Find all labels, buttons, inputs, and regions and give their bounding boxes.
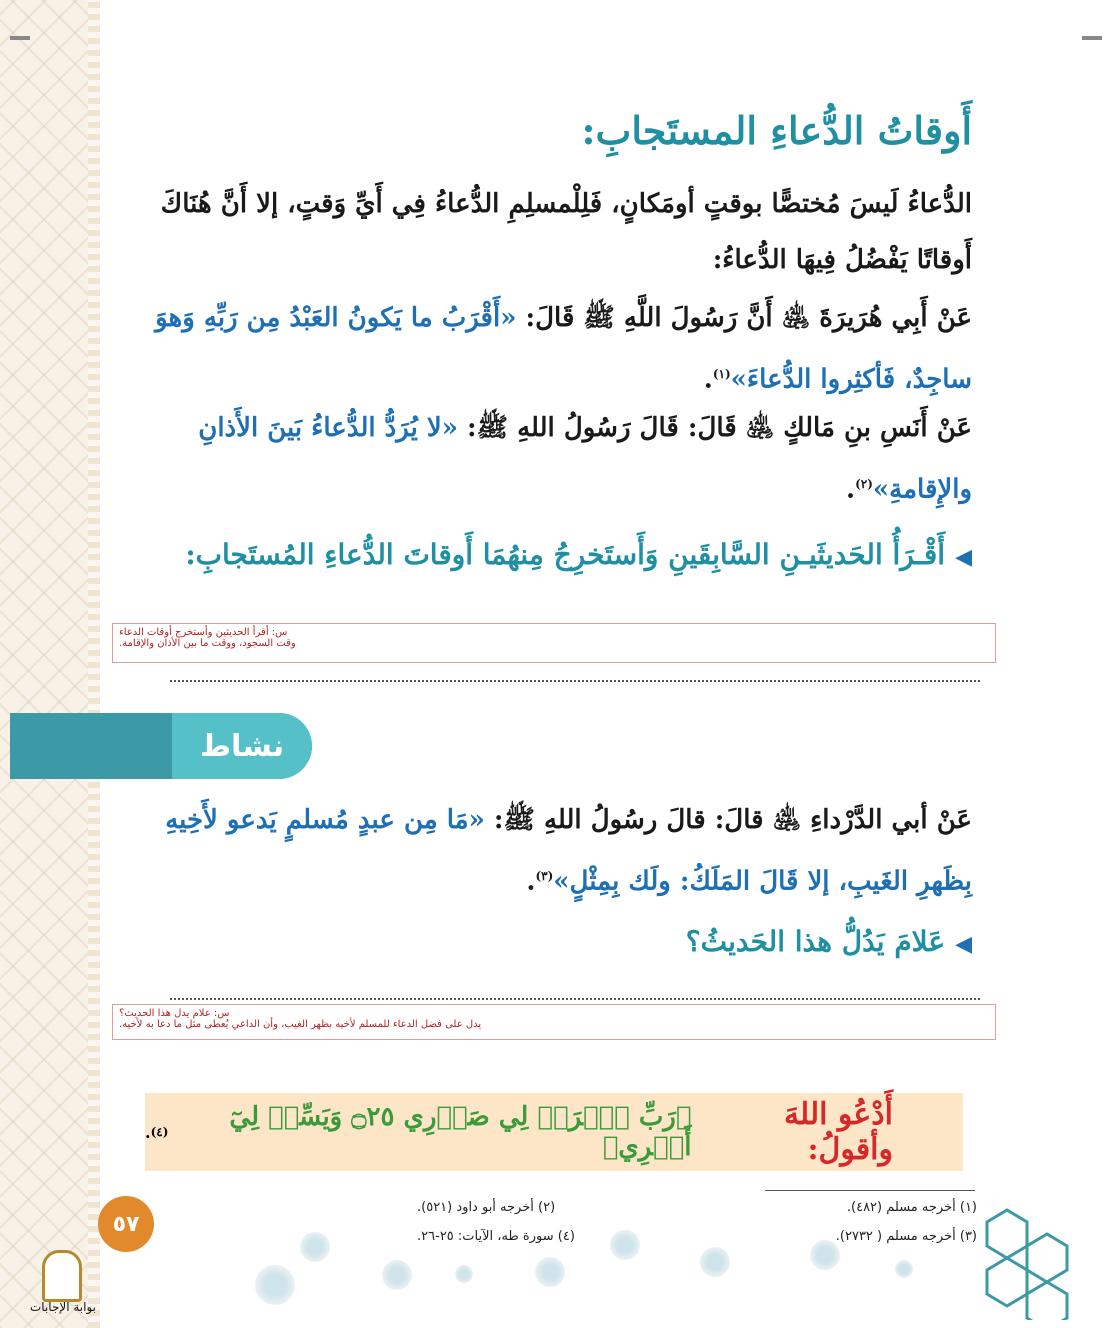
hadith-2: عَنْ أَنَسِ بنِ مَالكٍ ﵁ قَالَ: قَالَ رَسُولُ اللهِ ﷺ: «لا يُرَدُّ الدُّعاءُ بَينَ الأَذانِ والإِقامةِ»$^{(٢)}$. — [198, 413, 972, 505]
activity-banner — [10, 713, 312, 779]
decorative-border — [0, 0, 88, 1328]
hadith-3-text: «مَا مِن عبدٍ مُسلمٍ يَدعو لأَخِيهِ بِظَهرِ الغَيبِ، إلا قَالَ المَلَكُ: ولَك بِمِثْلٍ» — [165, 805, 972, 897]
footnote-3: (٣) أخرجه مسلم ( ٢٧٣٢). — [835, 1229, 977, 1244]
watermark-text: بوابة الإجابات — [30, 1300, 97, 1314]
footnote-4: (٤) سورة طه، الآيات: ٢٥-٢٦. — [417, 1229, 575, 1244]
activity-label: نشاط — [172, 713, 312, 779]
hadith-2-text: «لا يُرَدُّ الدُّعاءُ بَينَ الأَذانِ والإِقامةِ» — [198, 413, 972, 505]
decorative-rosette — [255, 1265, 295, 1305]
hadith-1-text: «أَقْرَبُ ما يَكونُ العَبْدُ مِن رَبِّهِ وَهوَ ساجِدٌ، فَأكثِروا الدُّعاءَ» — [155, 303, 972, 395]
question-1-text: أَقْـرَأُ الحَديثَيـنِ السَّابِقَينِ وَأَستَخرِجُ مِنهُمَا أَوقاتَ الدُّعاءِ المُستَجابِ: — [185, 538, 946, 571]
logo-icon — [42, 1250, 82, 1302]
dotted-line — [170, 680, 980, 682]
page-number: ٥٧ — [98, 1196, 154, 1252]
hadith-3-ref: (٣) — [535, 869, 554, 883]
footnote-rule — [765, 1190, 975, 1191]
decorative-rosette — [455, 1265, 473, 1283]
answer-box-1[interactable] — [112, 623, 996, 663]
hadith-2-narrator: عَنْ أَنَسِ بنِ مَالكٍ ﵁ قَالَ: قَالَ رَسُولُ اللهِ ﷺ: — [467, 413, 972, 443]
footnote-2: (٢) أخرجه أبو داود (٥٢١). — [417, 1200, 556, 1215]
triangle-bullet-icon: ◀ — [955, 544, 972, 570]
crop-mark — [10, 36, 30, 40]
footnote-1: (١) أخرجه مسلم (٤٨٢). — [846, 1200, 977, 1215]
answer-1-text: وقت السجود، ووقت ما بين الأذان والإقامة. — [119, 638, 296, 649]
answer-2-text: يدل على فضل الدعاء للمسلم لأخيه بظهر الغيب، وأن الداعي يُعطى مثل ما دعا به لأخيه. — [119, 1019, 482, 1030]
decorative-border-inner — [88, 0, 100, 1328]
question-1 — [132, 538, 972, 571]
answer-2-question: س: علام يدل هذا الحديث؟ — [119, 1008, 230, 1019]
hadith-2-ref: (٢) — [855, 477, 873, 491]
intro-line-2: أَوقاتًا يَفْضُلُ فِيهَا الدُّعاءُ: — [712, 245, 972, 275]
geometric-pattern-icon — [967, 1200, 1087, 1320]
decorative-rosette — [895, 1260, 913, 1278]
question-2 — [132, 925, 972, 958]
decorative-rosette — [535, 1257, 565, 1287]
decorative-rosette — [610, 1230, 640, 1260]
hadith-1-ref: (١) — [712, 367, 731, 381]
dotted-line — [170, 998, 980, 1000]
decorative-rosette — [382, 1260, 412, 1290]
intro-line-1: الدُّعاءُ لَيسَ مُختصًّا بوقتٍ أومَكانٍ، فَلِلْمسلِمِ الدُّعاءُ فِي أَيِّ وَقتٍ، إلا أَنَّ هُنَاكَ — [160, 189, 972, 219]
dua-ref: (٤) — [150, 1125, 169, 1139]
footnotes — [417, 1200, 977, 1258]
question-2-text: عَلامَ يَدُلُّ هذا الحَديثُ؟ — [685, 925, 946, 958]
decorative-rosette — [300, 1232, 330, 1262]
section-title: أَوقاتُ الدُّعاءِ المستَجابِ: — [581, 108, 972, 153]
decorative-rosette — [700, 1247, 730, 1277]
crop-mark — [1082, 36, 1102, 40]
hadith-1-narrator: عَنْ أَبِي هُرَيرَةَ ﵁ أَنَّ رَسُولَ اللَّهِ ﷺ قَالَ: — [525, 303, 972, 333]
hadith-1: عَنْ أَبِي هُرَيرَةَ ﵁ أَنَّ رَسُولَ اللَّهِ ﷺ قَالَ: «أَقْرَبُ ما يَكونُ العَبْدُ مِن رَبِّهِ وَهوَ ساجِدٌ، فَأكثِروا الدُّعاءَ»$^{(١)}$. — [155, 303, 972, 395]
answer-box-2[interactable] — [112, 1004, 996, 1040]
dua-verse: ﴿رَبِّ ٱشۡرَحۡ لِي صَدۡرِي ۝٢٥ وَيَسِّرۡ لِيٓ أَمۡرِي﴾ — [229, 1102, 692, 1162]
intro-paragraph — [132, 176, 972, 288]
answer-1-question: س: أقرأ الحديثين وأستخرج أوقات الدعاء — [119, 627, 288, 638]
dua-lead: أَدْعُو اللهَ وأقولُ: — [783, 1097, 893, 1167]
triangle-bullet-icon: ◀ — [955, 931, 972, 957]
hadith-3-narrator: عَنْ أبي الدَّرْداءِ ﵁ قالَ: قالَ رسُولُ اللهِ ﷺ: — [493, 805, 972, 835]
hadith-3: عَنْ أبي الدَّرْداءِ ﵁ قالَ: قالَ رسُولُ اللهِ ﷺ: «مَا مِن عبدٍ مُسلمٍ يَدعو لأَخِيهِ بِظَهرِ الغَيبِ، إلا قَالَ المَلَكُ: ولَك بِمِثْلٍ»$^{(٣)}$. — [165, 805, 972, 897]
decorative-rosette — [810, 1240, 840, 1270]
dua-box: أَدْعُو اللهَ وأقولُ: ﴿رَبِّ ٱشۡرَحۡ لِي صَدۡرِي ۝٢٥ وَيَسِّرۡ لِيٓ أَمۡرِي﴾ (٤) . — [145, 1093, 963, 1171]
